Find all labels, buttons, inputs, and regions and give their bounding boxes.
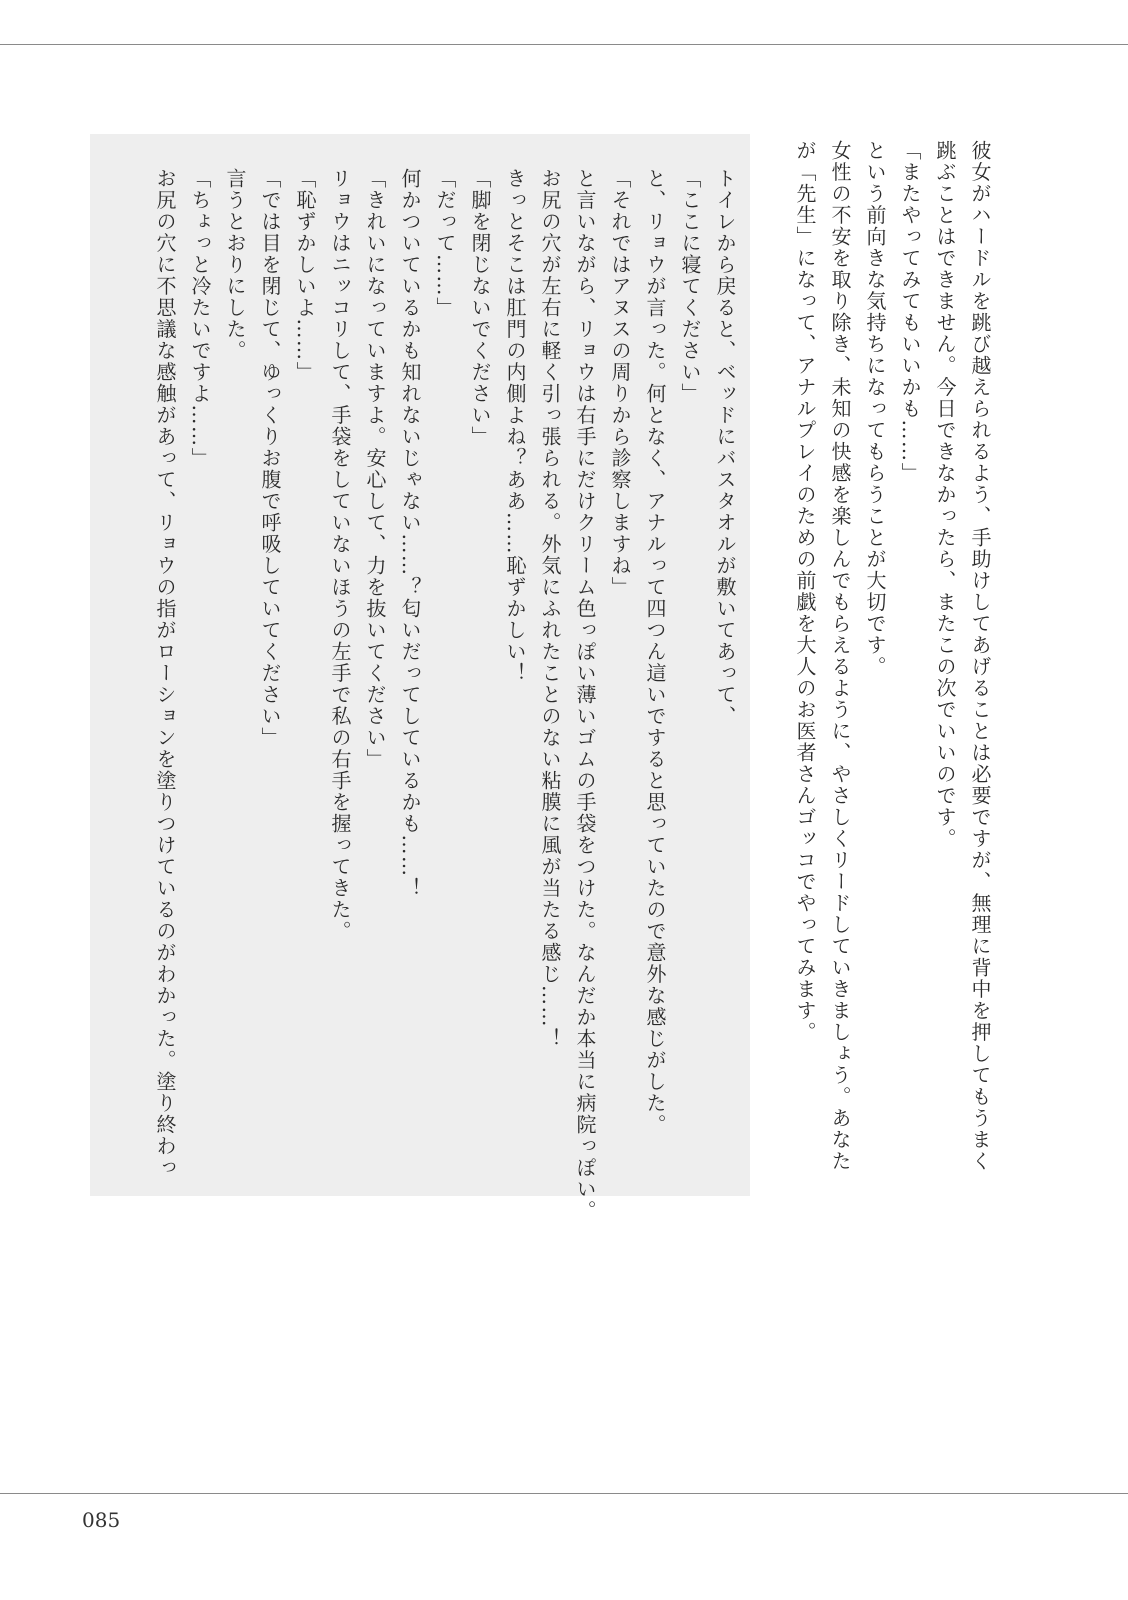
quote-text: トイレから戻ると、ベッドにバスタオルが敷いてあって、 「ここに寝てください」 と、リョウが言った。何となく、アナルって四つん這いですると思っていたので意外な感じがした。 「それではアヌスの周りから診察しますね」 と言いながら、リョウは右手にだけクリーム色っぽい薄いゴムの手袋をつけた。なんだか本当に病院っぽい。 お尻の穴が左右に軽く引っ張られる。外気にふれたことのない粘膜に風が当たる感じ……！ きっとそこは肛門の内側よね？ああ……恥ずかしい！ 「脚を閉じないでください」 「だって……」 何かついているかも知れないじゃない……？匂いだってしているかも……！ 「きれいになっていますよ。安心して、力を抜いてください」 リョウはニッコリして、手袋をしていないほうの左手で私の右手を握ってきた。 「恥ずかしいよ……」 「では目を閉じて、ゆっくりお腹で呼吸していてください」 言うとおりにした。 「ちょっと冷たいですよ……」 お尻の穴に不思議な感触があって、リョウの指がローションを塗りつけているのがわかった。塗り終わっ xyxy=(153,168,737,1222)
top-rule xyxy=(0,44,1128,45)
bottom-rule xyxy=(0,1493,1128,1494)
body-text: 彼女がハードルを跳び越えられるよう、手助けしてあげることは必要ですが、無理に背中を押してもうまく 跳ぶことはできません。今日できなかったら、またこの次でいいのです。 「またやってみてもいいかも……」 という前向きな気持ちになってもらうことが大切です。 女性の不安を取り除き、未知の快感を楽しんでもらえるように、やさしくリードしていきましょう。あなた が「先生」になって、アナルプレイのための前戯を大人のお医者さんゴッコでやってみます。 xyxy=(793,140,992,1172)
page-number: 085 xyxy=(82,1508,121,1532)
